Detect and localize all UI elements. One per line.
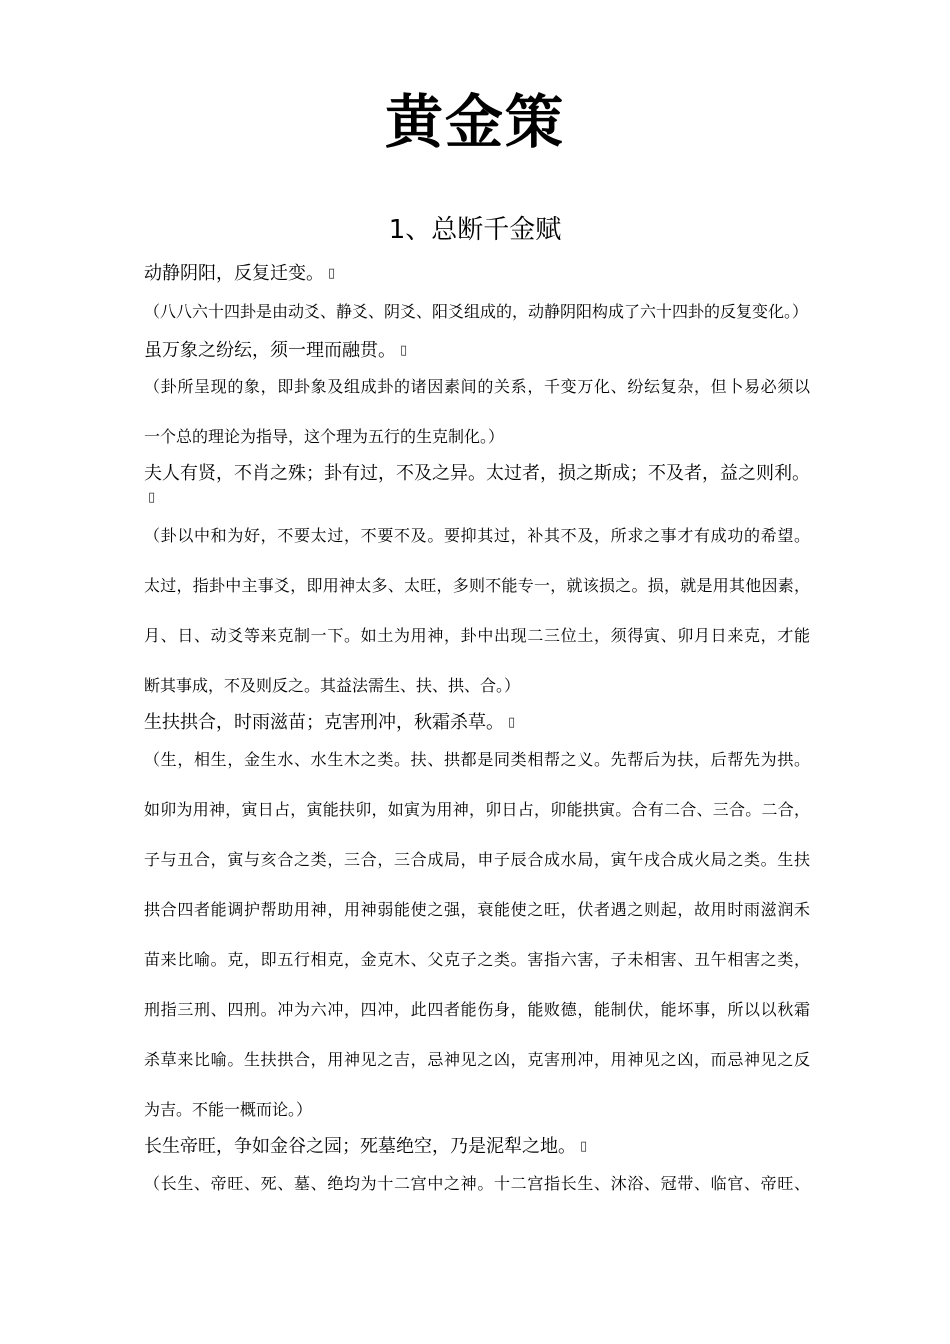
verse-end-marker-icon: ▯ (508, 715, 516, 730)
commentary-line: （卦以中和为好，不要太过，不要不及。要抑其过，补其不及，所求之事才有成功的希望。 (144, 526, 810, 545)
verse-line (144, 261, 814, 287)
verse-end-marker-icon: ▯ (400, 343, 408, 358)
verse-end-marker-icon: ▯ (328, 266, 336, 281)
verse-end-marker-icon: ▯ (148, 490, 156, 505)
commentary-line: 杀草来比喻。生扶拱合，用神见之吉，忌神见之凶，克害刑冲，用神见之凶，而忌神见之反 (144, 1050, 810, 1069)
commentary-line: 断其事成，不及则反之。其益法需生、扶、拱、合。） (144, 676, 521, 695)
commentary-line: （八八六十四卦是由动爻、静爻、阴爻、阳爻组成的，动静阴阳构成了六十四卦的反复变化。） (144, 302, 809, 321)
commentary-line: 月、日、动爻等来克制一下。如土为用神，卦中出现二三位土，须得寅、卯月日来克，才能 (144, 626, 810, 645)
commentary-line: （卦所呈现的象，即卦象及组成卦的诸因素间的关系，千变万化、纷纭复杂，但卜易必须以 (144, 377, 810, 396)
commentary-line: 刑指三刑、四刑。冲为六冲，四冲，此四者能伤身，能败德，能制伏，能坏事，所以以秋霜 (144, 1000, 810, 1019)
commentary-line: （长生、帝旺、死、墓、绝均为十二宫中之神。十二宫指长生、沐浴、冠带、临官、帝旺、 (144, 1174, 810, 1193)
commentary-line: 子与丑合，寅与亥合之类，三合，三合成局，申子辰合成水局，寅午戌合成火局之类。生扶 (144, 850, 810, 869)
commentary-line: 太过，指卦中主事爻，即用神太多、太旺，多则不能专一，就该损之。损，就是用其他因素， (144, 576, 810, 595)
commentary-line: 如卯为用神，寅日占，寅能扶卯，如寅为用神，卯日占，卯能拱寅。合有二合、三合。二合， (144, 800, 810, 819)
verse-text: 虽万象之纷纭，须一理而融贯。 (144, 340, 396, 361)
commentary-line: 拱合四者能调护帮助用神，用神弱能使之强，衰能使之旺，伏者遇之则起，故用时雨滋润禾 (144, 900, 810, 919)
verse-text: 长生帝旺，争如金谷之园；死墓绝空，乃是泥犁之地。 (144, 1136, 576, 1157)
verse-line (144, 1134, 814, 1160)
commentary-line: 一个总的理论为指导，这个理为五行的生克制化。） (144, 427, 505, 446)
verse-line (144, 710, 814, 736)
verse-text: 夫人有贤，不肖之殊；卦有过，不及之异。太过者，损之斯成；不及者，益之则利。 (144, 463, 810, 484)
verse-line (144, 462, 810, 510)
verse-line (144, 338, 814, 364)
section-heading: 1、总断千金赋 (388, 215, 562, 245)
commentary-line: 为吉。不能一概而论。） (144, 1100, 313, 1119)
commentary-line: （生，相生，金生水、水生木之类。扶、拱都是同类相帮之义。先帮后为扶，后帮先为拱。 (144, 750, 810, 769)
verse-text: 动静阴阳，反复迁变。 (144, 263, 324, 284)
commentary-line: 苗来比喻。克，即五行相克，金克木、父克子之类。害指六害，子未相害、丑午相害之类， (144, 950, 810, 969)
document-title: 黄金策 (384, 88, 565, 156)
verse-end-marker-icon: ▯ (580, 1139, 588, 1154)
verse-text: 生扶拱合，时雨滋苗；克害刑冲，秋霜杀草。 (144, 712, 504, 733)
